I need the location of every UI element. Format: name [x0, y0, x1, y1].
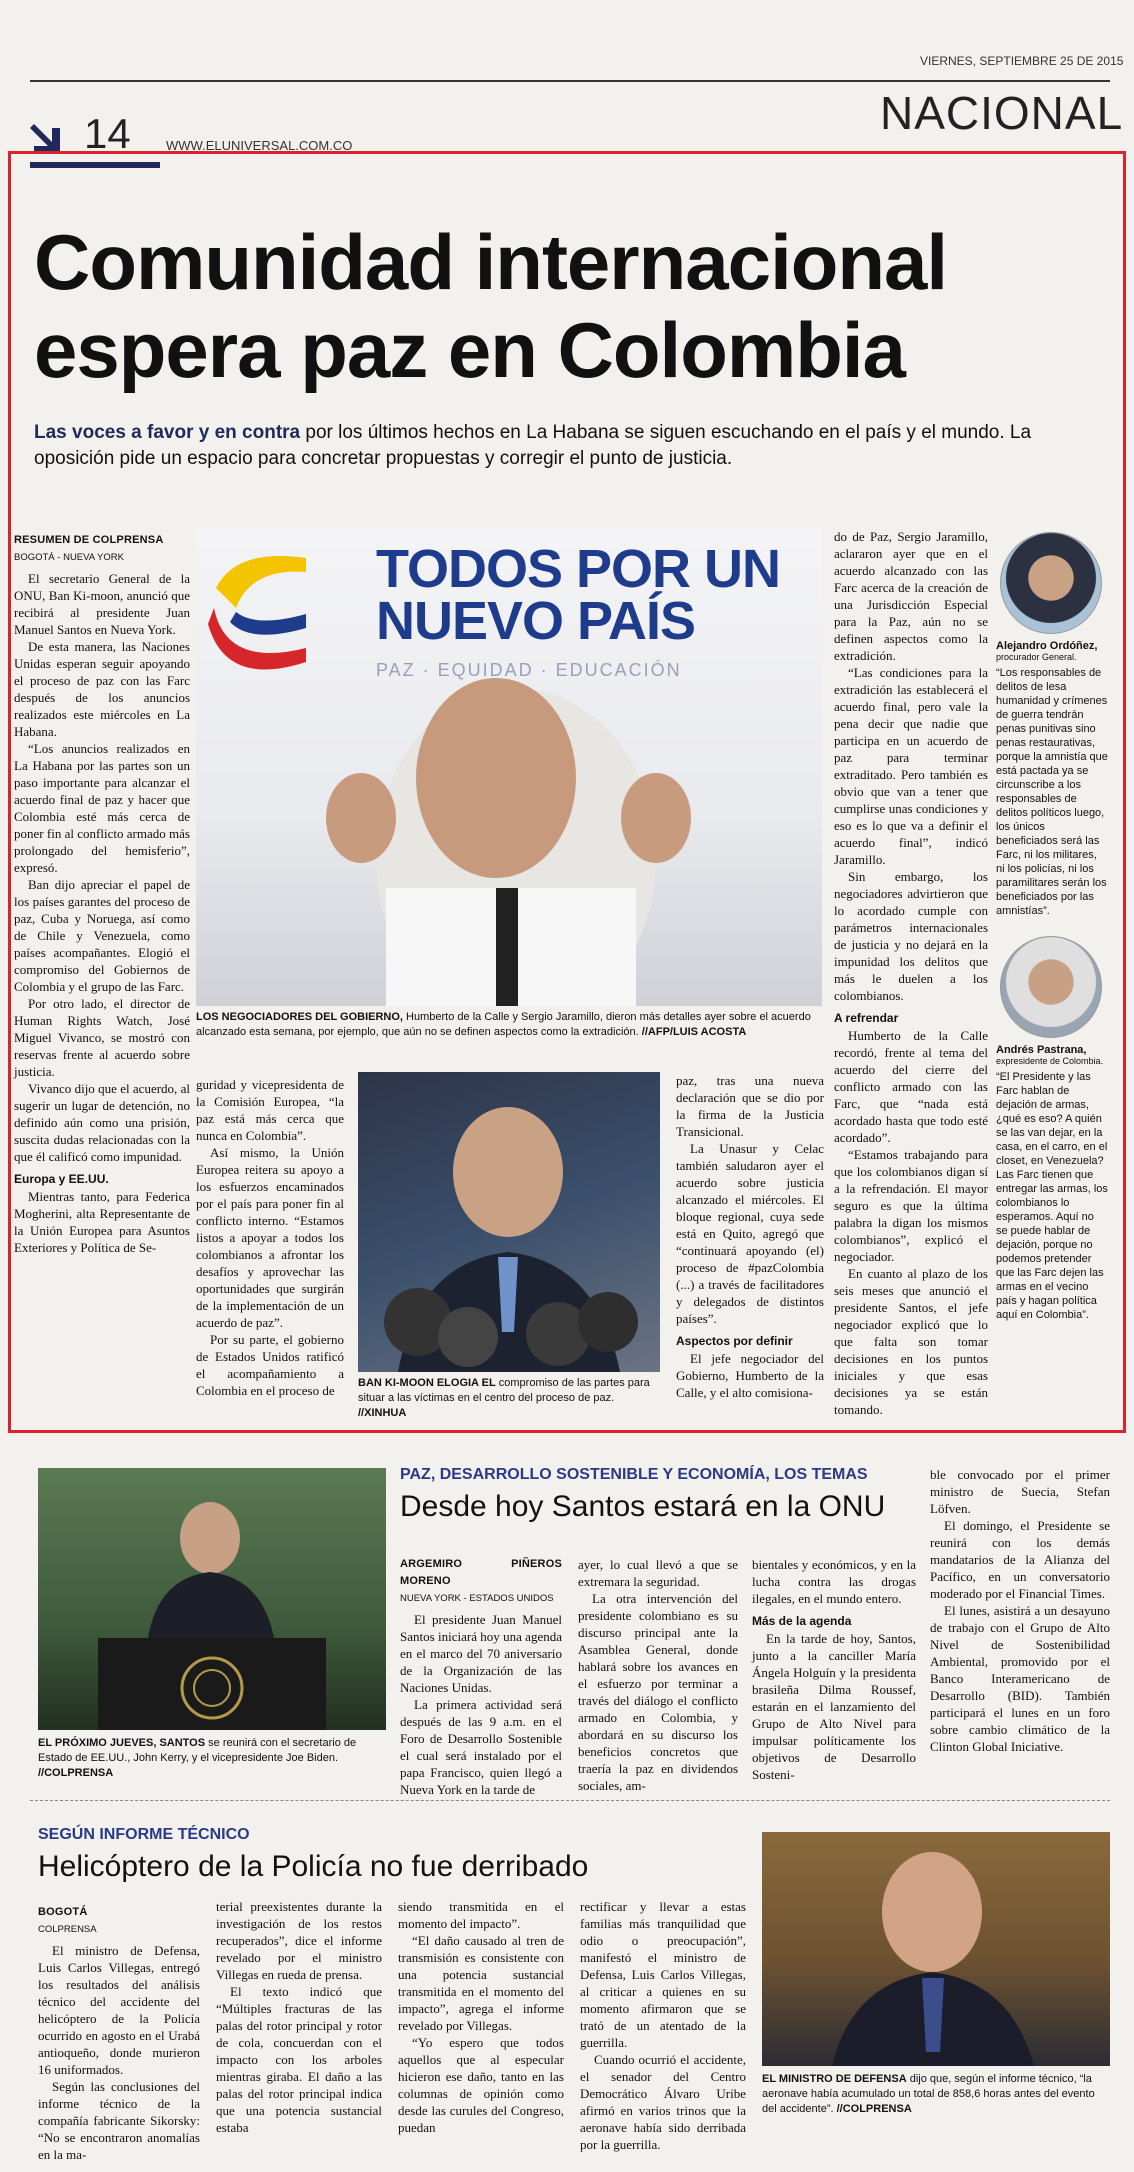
- heli-dateline: COLPRENSA: [38, 1924, 97, 1935]
- onu-col-1: [400, 1556, 562, 1798]
- issue-date: VIERNES, SEPTIEMBRE 25 DE 2015: [920, 54, 1124, 68]
- paragraph: El ministro de Defensa, Luis Carlos Villegas, entregó los resultados del análisis técnico del accidente del helicóptero de la Policía ocurrido en agosto en el Urabá antioqueño, donde murieron 16 uniformados.: [38, 1943, 200, 2077]
- paragraph: ble convocado por el primer ministro de Suecia, Stefan Löfven.: [930, 1467, 1110, 1516]
- paragraph: paz, tras una nueva declaración que se dio por la firma de la Justicia Transicional.: [676, 1073, 824, 1139]
- paragraph: La otra intervención del presidente colombiano es su discurso principal ante la Asamblea General, donde hablará sobre los avances en el esfuerzo por terminar a través del diálogo el conflicto armado en Colombia, y abordará en su discurso los beneficios concretos que traería la paz en dividendos sociales, am-: [578, 1591, 738, 1793]
- paragraph: “Las condiciones para la extradición las establecerá el acuerdo final, pero vale la pena decir que nadie que participa en un acuerdo de paz para terminar extraditado. Pero también es obvio que van a tener que cumplirse unas condiciones y eso es lo que va a definir el acuerdo final”, indicó Jaramillo.: [834, 665, 988, 867]
- paragraph: En la tarde de hoy, Santos, junto a la canciller María Ángela Holguín y la presidenta brasileña Dilma Roussef, estarán en el lanzamiento del Grupo de Alto Nivel para impulsar políticamente los objetivos de Desarrollo Sosteni-: [752, 1631, 916, 1782]
- quote-role: expresidente de Colombia.: [996, 1056, 1104, 1066]
- caption-text: Humberto de la Calle y Sergio Jaramillo, dieron más detalles ayer sobre el acuerdo alcanzado esta semana, por ejemplo, que aún no se definen aspectos como la extradición.: [196, 1011, 811, 1038]
- caption-lead: EL PRÓXIMO JUEVES, SANTOS: [38, 1737, 206, 1749]
- header-rule: [30, 80, 1110, 82]
- paragraph: do de Paz, Sergio Jaramillo, aclararon ayer que en el acuerdo alcanzado con las Farc acerca de la creación de una Jurisdicción Especial para la Paz, aún no se definen aspectos como la extradición.: [834, 529, 988, 663]
- section-title: NACIONAL: [880, 87, 1124, 139]
- avatar: [1000, 936, 1102, 1038]
- paragraph: Mientras tanto, para Federica Mogherini, alta Representante de la Unión Europea para Asuntos Exteriores y Política de Se-: [14, 1189, 190, 1255]
- quote-role: procurador General.: [996, 652, 1077, 662]
- main-col-4: [834, 528, 988, 1418]
- paragraph: Cuando ocurrió el accidente, el senador del Centro Democrático Álvaro Uribe afirmó en varios trinos que la aeronave había sido derribada por la guerrilla.: [580, 2052, 746, 2152]
- caption-lead: BAN KI-MOON ELOGIA EL: [358, 1377, 496, 1389]
- dek-lead: Las voces a favor y en contra: [34, 422, 301, 443]
- paragraph: Ban dijo apreciar el papel de los países garantes del proceso de paz, Cuba y Noruega, así como de Chile y Venezuela, como países acompañantes. Elogió el compromiso del Gobiernos de Colombia y el grupo de las Farc.: [14, 877, 190, 994]
- paragraph: El secretario General de la ONU, Ban Ki-moon, anunció que recibirá al presidente Juan Manuel Santos en Nueva York.: [14, 571, 190, 637]
- paragraph: Vivanco dijo que el acuerdo, al sugerir un lugar de detención, no definido aún como una prisión, suscita dudas relacionadas con la que él calificó como impunidad.: [14, 1081, 190, 1164]
- minister-photo: [762, 1832, 1110, 2066]
- heli-byline: BOGOTÁ: [38, 1906, 88, 1918]
- paragraph: “Los anuncios realizados en La Habana por las partes son un paso importante para alcanzar el acuerdo final de paz y hacer que Colombia esté más cerca de poner fin al conflicto armado más prolongado del hemisferio”, expresó.: [14, 741, 190, 875]
- photo2-caption: [358, 1376, 660, 1421]
- caption-lead: EL MINISTRO DE DEFENSA: [762, 2073, 907, 2085]
- banner-line-2: NUEVO PAÍS: [376, 591, 696, 651]
- paragraph: En cuanto al plazo de los seis meses que anunció el presidente Santos, el jefe negociador explicó que lo que falta son tomar decisiones en los puntos iniciales y que esas decisiones ya se están tomando.: [834, 1266, 988, 1417]
- avatar: [1000, 532, 1102, 634]
- headline-line-2: espera paz en Colombia: [34, 306, 905, 394]
- banner-line-3: PAZ · EQUIDAD · EDUCACIÓN: [376, 660, 682, 680]
- page-number: 14: [84, 110, 131, 157]
- paragraph: Por otro lado, el director de Human Rights Watch, José Miguel Vivanco, se mostró con reservas frente al acuerdo sobre justicia.: [14, 996, 190, 1079]
- website-url[interactable]: WWW.ELUNIVERSAL.COM.CO: [166, 138, 353, 153]
- quote-sidebar: [996, 528, 1108, 1322]
- main-col-1: [14, 532, 190, 1256]
- main-headline: [34, 218, 1034, 394]
- onu-byline: ARGEMIRO PIÑEROS MORENO: [400, 1558, 562, 1587]
- subhead-europa: Europa y EE.UU.: [14, 1172, 109, 1186]
- onu-col-2: [578, 1556, 738, 1794]
- paragraph: El lunes, asistirá a un desayuno de trabajo con el Grupo de Alto Nivel de Sostenibilidad Ambiental, promovido por el Banco Interamericano de Desarrollo (BID). También participará el lunes en un foro sobre cambio climático de la Clinton Global Iniciative.: [930, 1603, 1110, 1754]
- quote-author: Alejandro Ordóñez,: [996, 640, 1098, 652]
- onu-col-4: [930, 1466, 1110, 1755]
- onu-photo-caption: [38, 1736, 386, 1781]
- santos-onu-photo: [38, 1468, 386, 1730]
- onu-col-3: [752, 1556, 916, 1783]
- photo1-caption: [196, 1010, 822, 1040]
- paragraph: El texto indicó que “Múltiples fracturas de las palas del rotor principal y rotor de cola, concuerdan con el impacto con los arboles mientras giraba. El daño a las palas del rotor principal indica que una potencia sustancial estaba: [216, 1984, 382, 2135]
- paragraph: Sin embargo, los negociadores advirtieron que lo acordado cumple con parámetros internacionales de justicia y no dejará en la impunidad los delitos que más le duelen a los colombianos.: [834, 869, 988, 1003]
- paragraph: “Estamos trabajando para que los colombianos digan sí a la refrendación. El mayor seguro es que la última palabra la digan los mismos colombianos”, explicó el negociador.: [834, 1147, 988, 1264]
- main-byline: RESUMEN DE COLPRENSA: [14, 534, 164, 546]
- photo-credit: //AFP/LUIS ACOSTA: [638, 1026, 747, 1038]
- subhead-agenda: Más de la agenda: [752, 1614, 852, 1628]
- headline-line-1: Comunidad internacional: [34, 218, 948, 306]
- subhead-refrendar: A refrendar: [834, 1011, 899, 1025]
- paragraph: bientales y económicos, y en la lucha contra las drogas ilegales, en el mundo entero.: [752, 1557, 916, 1606]
- main-col-3: [676, 1072, 824, 1401]
- heli-col-4: [580, 1898, 746, 2153]
- paragraph: La Unasur y Celac también saludaron ayer el acuerdo sobre justicia alcanzado el miércoles. El bloque regional, cuya sede está en Quito, agregó que “continuará apoyando (el) proceso de #pazColombia (...) a través de facilitadores y delegados de distintos países”.: [676, 1141, 824, 1326]
- caption-lead: LOS NEGOCIADORES DEL GOBIERNO,: [196, 1011, 403, 1023]
- ban-ki-moon-photo: [358, 1072, 660, 1372]
- main-dateline: BOGOTÁ - NUEVA YORK: [14, 552, 124, 563]
- quote-text: “El Presidente y las Farc hablan de dejación de armas, ¿qué es eso? A quién se las van dejar, en la casa, en el carro, en el closet, en Venezuela? Las Farc tienen que entregar las armas, los colombianos lo esperamos. Aquí no se puede hablar de dejación, porque no podemos pretender que las Farc dejen las armas en el vecino país y hagan política aquí en Colombia”.: [996, 1071, 1108, 1321]
- quote-text: “Los responsables de delitos de lesa humanidad y crímenes de guerra tendrán penas punitivas sino penas restaurativas, porque la amnistía que está pactada ya se circunscribe a los responsables de delitos políticos luego, los únicos beneficiados será las Farc, ni los militares, ni los policías, ni los paramilitares serán los beneficiados por las amnistías”.: [996, 667, 1108, 917]
- onu-dateline: NUEVA YORK - ESTADOS UNIDOS: [400, 1593, 554, 1604]
- photo-credit: //COLPRENSA: [38, 1767, 114, 1779]
- heli-kicker: SEGÚN INFORME TÉCNICO: [38, 1826, 250, 1843]
- paragraph: El domingo, el Presidente se reunirá con los demás mandatarios de la Alianza del Pacífico, en un conversatorio moderado por el Financial Times.: [930, 1518, 1110, 1601]
- section-divider: [30, 1800, 1110, 1801]
- paragraph: siendo transmitida en el momento del impacto”.: [398, 1899, 564, 1931]
- dek-text: por los últimos hechos en La Habana se siguen escuchando en el país y el mundo. La oposición pide un espacio para concretar propuestas y corregir el punto de justicia.: [34, 422, 1032, 469]
- onu-headline: Desde hoy Santos estará en la ONU: [400, 1490, 886, 1523]
- heli-col-2: [216, 1898, 382, 2136]
- caption-text: dijo que, según el informe técnico, “la aeronave había acumulado un total de 858,6 horas antes del evento del accidente”.: [762, 2073, 1095, 2115]
- subhead-aspectos: Aspectos por definir: [676, 1334, 793, 1348]
- paragraph: Por su parte, el gobierno de Estados Unidos ratificó el acompañamiento a Colombia en el proceso de: [196, 1332, 344, 1398]
- paragraph: “Yo espero que todos aquellos que al especular hicieron ese daño, tanto en las columnas de opinión como desde las curules del Congreso, puedan: [398, 2035, 564, 2135]
- paragraph: El presidente Juan Manuel Santos iniciará hoy una agenda en el marco del 70 aniversario de la Organización de las Naciones Unidas.: [400, 1612, 562, 1695]
- paragraph: rectificar y llevar a estas familias más tranquilidad que odio o preocupación”, manifestó el ministro de Defensa, Luis Carlos Villegas, al criticar a quienes en su momento afirmaron que se trató de un atentado de la guerrilla.: [580, 1899, 746, 2050]
- paragraph: El jefe negociador del Gobierno, Humberto de la Calle, y el alto comisiona-: [676, 1351, 824, 1400]
- paragraph: De esta manera, las Naciones Unidas esperan seguir apoyando el proceso de paz con las Farc después de los anuncios realizados este miércoles en La Habana.: [14, 639, 190, 739]
- paragraph: Así mismo, la Unión Europea reitera su apoyo a los esfuerzos encaminados por el país para poner fin al conflicto interno. “Estamos listos a apoyar a todos los colombianos a afrontar los desafíos y aprovechar las oportunidades que surgirán de la implementación de un acuerdo de paz”.: [196, 1145, 344, 1330]
- paragraph: terial preexistentes durante la investigación de los restos recuperados”, dice el informe revelado por el ministro Villegas en rueda de prensa.: [216, 1899, 382, 1982]
- heli-col-1: [38, 1904, 200, 2163]
- heli-headline: Helicóptero de la Policía no fue derribado: [38, 1850, 589, 1883]
- paragraph: ayer, lo cual llevó a que se extremara la seguridad.: [578, 1557, 738, 1589]
- photo-credit: //COLPRENSA: [833, 2103, 912, 2115]
- banner-line-1: TODOS POR UN: [376, 539, 781, 599]
- photo-credit: //XINHUA: [358, 1407, 407, 1419]
- quote-author: Andrés Pastrana,: [996, 1044, 1087, 1056]
- paragraph: La primera actividad será después de las 9 a.m. en el Foro de Desarrollo Sostenible el cual será instalado por el papa Francisco, quien llegó a Nueva York en la tarde de: [400, 1697, 562, 1797]
- caption-text: compromiso de las partes para situar a las víctimas en el centro del proceso de paz.: [358, 1377, 650, 1404]
- main-dek: [34, 420, 1034, 472]
- paragraph: Humberto de la Calle recordó, frente al tema del acuerdo del cierre del conflicto armado con las Farc, que “nada está acordado hasta que todo esté acordado”.: [834, 1028, 988, 1145]
- heli-col-3: [398, 1898, 564, 2136]
- caption-text: se reunirá con el secretario de Estado de EE.UU., John Kerry, y el vicepresidente Joe Biden.: [38, 1737, 357, 1764]
- paragraph: “El daño causado al tren de transmisión es consistente con una potencia sustancial transmitida en el momento del impacto”, agrega el informe revelado por Villegas.: [398, 1933, 564, 2033]
- negotiators-photo: [196, 528, 822, 1006]
- paragraph: guridad y vicepresidenta de la Comisión Europea, “la paz está más cerca que nunca en Colombia”.: [196, 1077, 344, 1143]
- main-col-2: [196, 1076, 344, 1399]
- onu-kicker: PAZ, DESARROLLO SOSTENIBLE Y ECONOMÍA, LOS TEMAS: [400, 1466, 868, 1483]
- heli-photo-caption: [762, 2072, 1110, 2117]
- paragraph: Según las conclusiones del informe técnico de la compañía fabricante Sikorsky: “No se encontraron anomalías en la ma-: [38, 2079, 200, 2162]
